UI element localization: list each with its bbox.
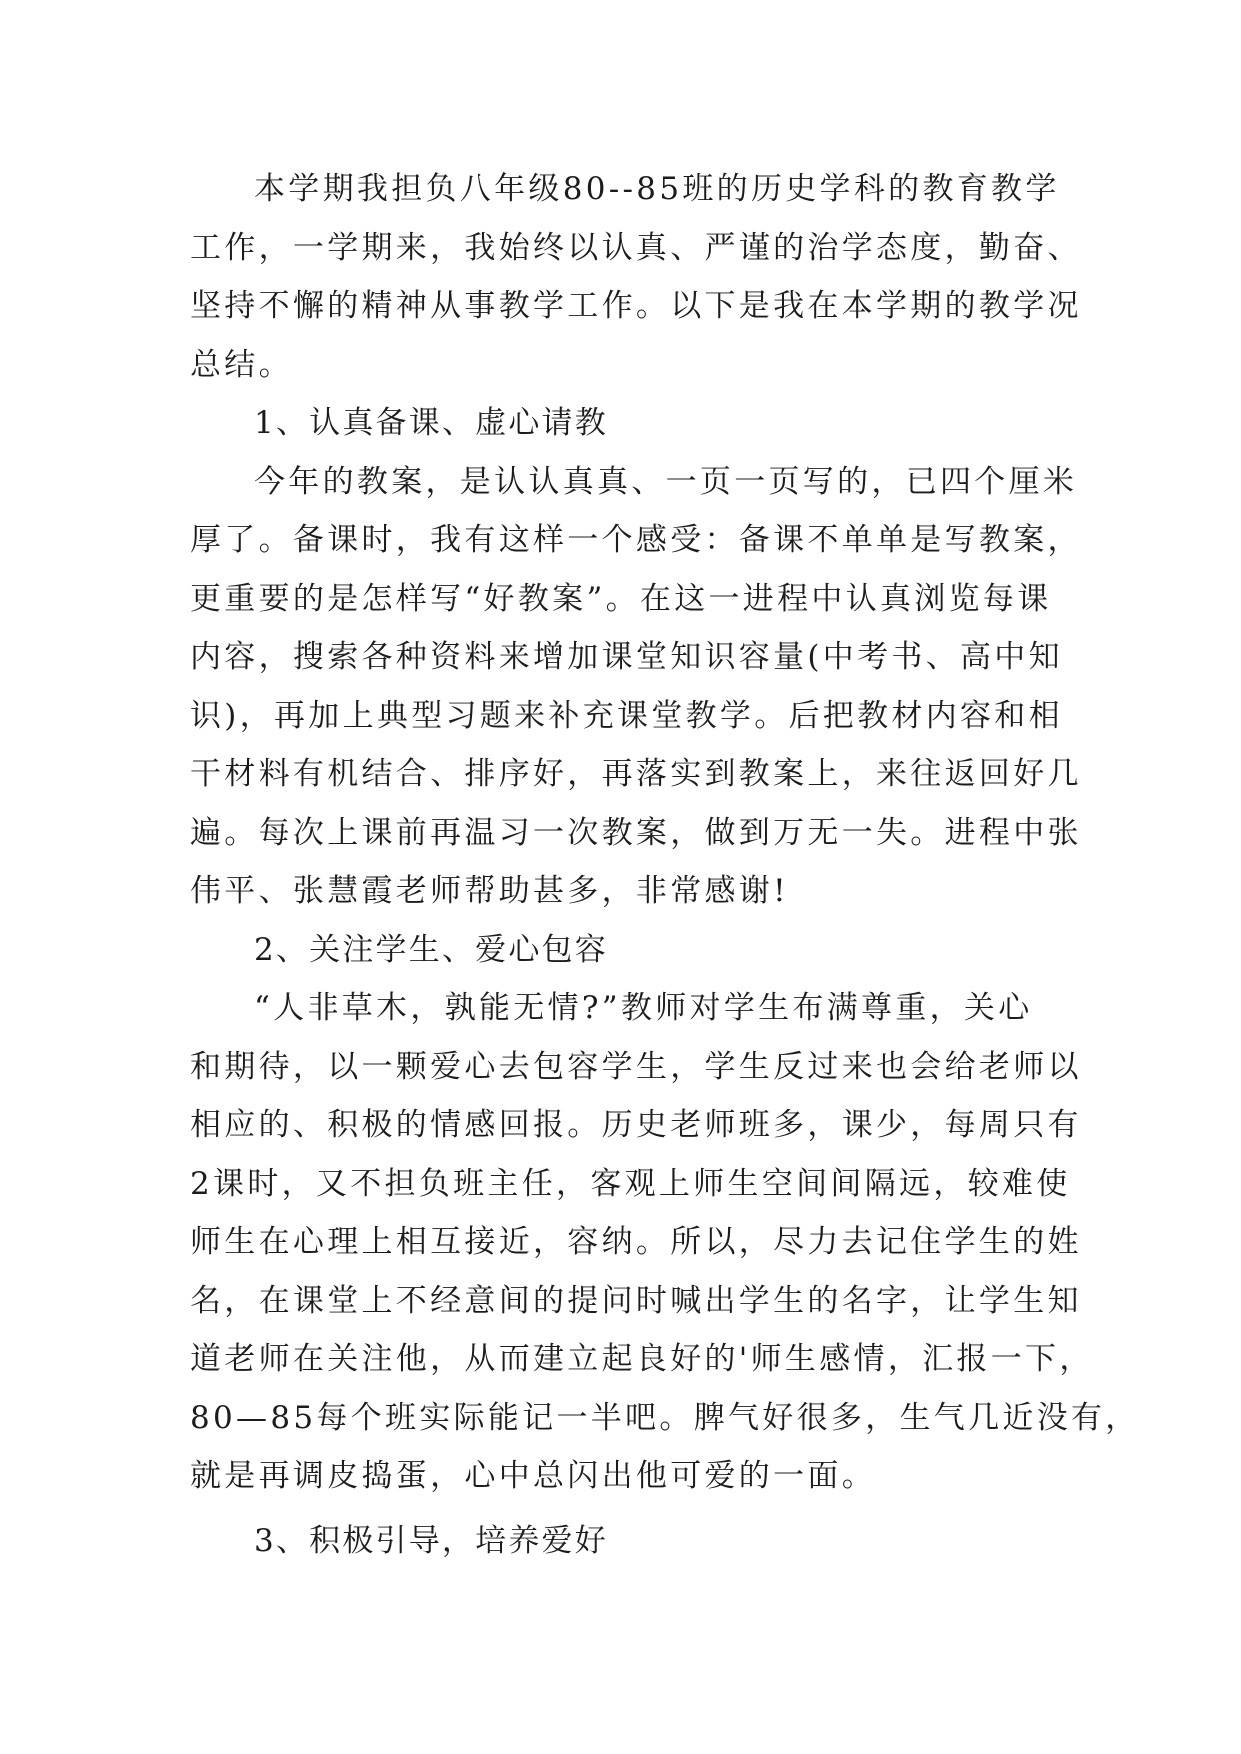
paragraph-line: 2课时，又不担负班主任，客观上师生空间间隔远，较难使 (190, 1165, 1071, 1202)
paragraph-line: 就是再调皮捣蛋，心中总闪出他可爱的一面。 (190, 1458, 876, 1494)
paragraph-line: 相应的、积极的情感回报。历史老师班多，课少，每周只有 (190, 1107, 1082, 1143)
section-heading: 2、关注学生、爱心包容 (254, 931, 608, 968)
paragraph-line: 师生在心理上相互接近，容纳。所以，尽力去记住学生的姓 (190, 1224, 1082, 1260)
paragraph-line: 伟平、张慧霞老师帮助甚多，非常感谢! (190, 873, 789, 909)
paragraph-line: 道老师在关注他，从而建立起良好的'师生感情，汇报一下， (190, 1341, 1094, 1377)
paragraph-line: 总结。 (190, 346, 293, 383)
paragraph-line: 干材料有机结合、排序好，再落实到教案上，来往返回好几 (190, 756, 1082, 792)
paragraph-line: 和期待，以一颗爱心去包容学生，学生反过来也会给老师以 (190, 1048, 1082, 1085)
document-body (190, 160, 1140, 1570)
paragraph-line: 工作，一学期来，我始终以认真、严谨的治学态度，勤奋、 (190, 229, 1082, 266)
paragraph-line: 内容，搜索各种资料来增加课堂知识容量(中考书、高中知 (190, 639, 1063, 675)
paragraph-line: 坚持不懈的精神从事教学工作。以下是我在本学期的教学况 (190, 288, 1082, 324)
paragraph-line: 今年的教案，是认认真真、一页一页写的，已四个厘米 (254, 463, 1078, 500)
paragraph-line: 厚了。备课时，我有这样一个感受：备课不单单是写教案， (190, 522, 1082, 558)
paragraph-line: 更重要的是怎样写“好教案”。在这一进程中认真浏览每课 (190, 580, 1052, 617)
paragraph-line: 识)，再加上典型习题来补充课堂教学。后把教材内容和相 (190, 697, 1063, 734)
paragraph-line: 名，在课堂上不经意间的提问时喊出学生的名字，让学生知 (190, 1282, 1082, 1319)
section-heading: 1、认真备课、虚心请教 (254, 405, 608, 441)
paragraph-line: 遍。每次上课前再温习一次教案，做到万无一失。进程中张 (190, 814, 1082, 851)
section-heading: 3、积极引导，培养爱好 (254, 1522, 608, 1559)
paragraph-line: “人非草木，孰能无情?”教师对学生布满尊重，关心 (254, 990, 1033, 1026)
paragraph-line: 80—85每个班实际能记一半吧。脾气好很多，生气几近没有， (190, 1399, 1140, 1436)
paragraph-line: 本学期我担负八年级80--85班的历史学科的教育教学 (254, 171, 1060, 207)
